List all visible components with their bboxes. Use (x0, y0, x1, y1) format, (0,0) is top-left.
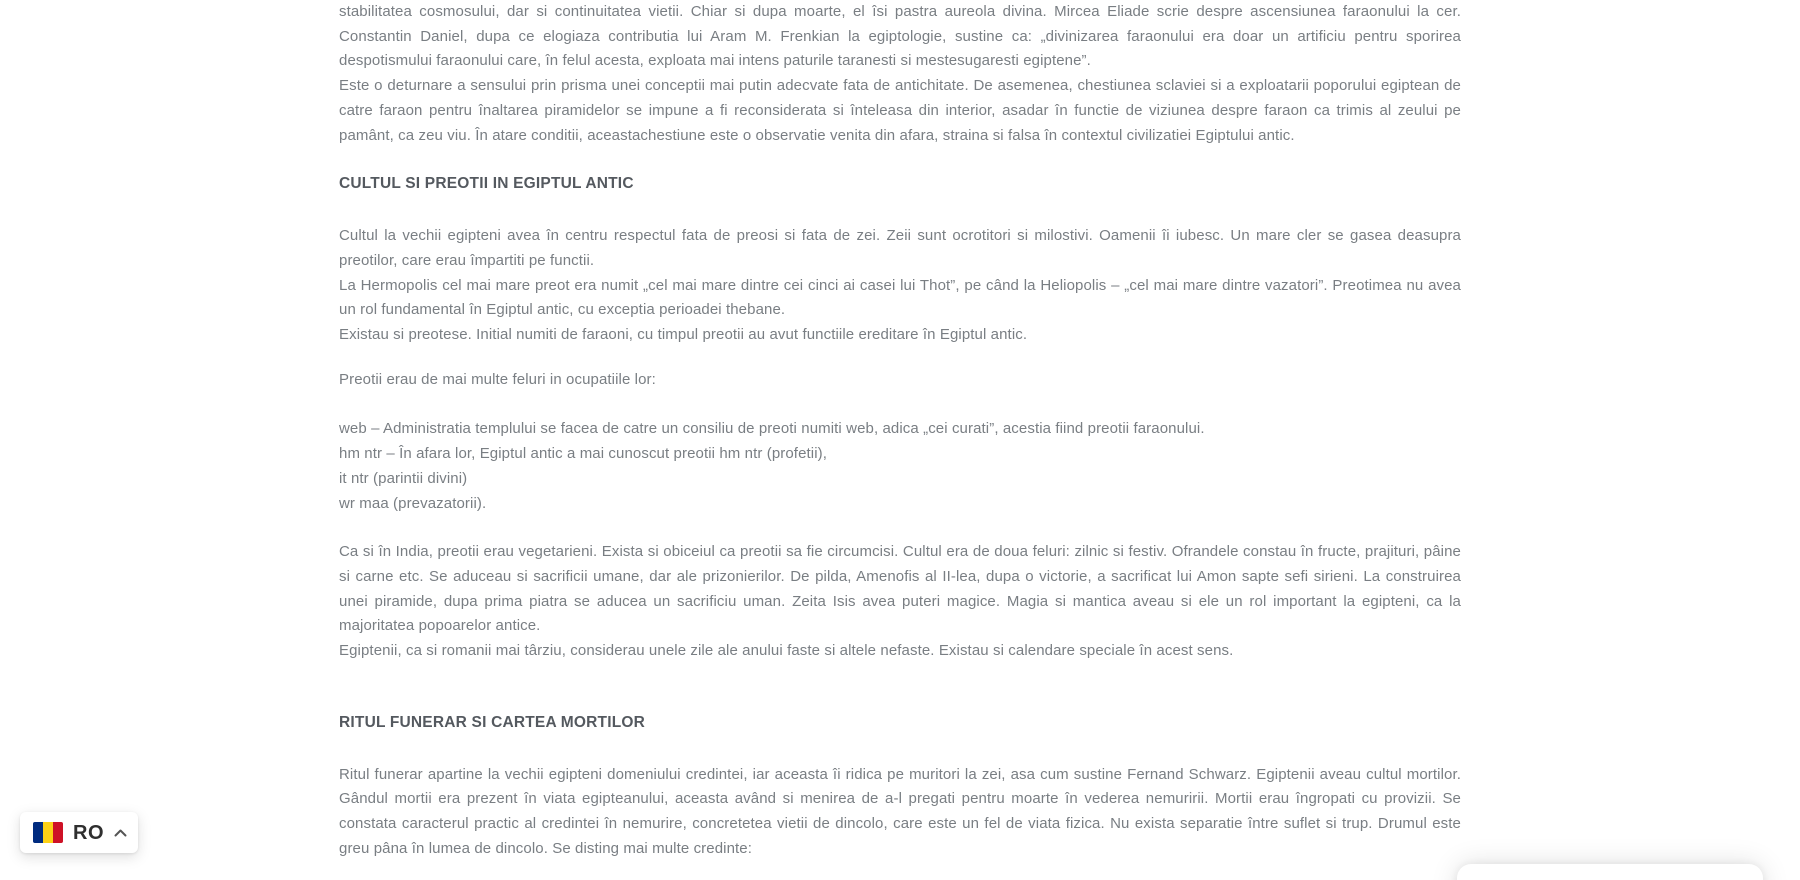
paragraph: Este o deturnare a sensului prin prisma unei conceptii mai putin adecvate fata de antichitate. De asemenea, chestiunea sclaviei si a exploatarii poporului egiptean de catre faraon pentru înaltarea piramidelor se impune a fi reconsiderata si înteleasa din interior, asadar în functie de viziunea despre faraon ca trimis al zeului pe pamânt, ca zeu viu. În atare conditii, aceastachestiune este o observatie venita din afara, straina si falsa în contextul civilizatiei Egiptului antic. (339, 77, 1461, 144)
article-content (339, 0, 1461, 862)
paragraph: Ritul funerar apartine la vechii egipteni domeniului credintei, iar aceasta îi ridica pe muritori la zei, asa cum sustine Fernand Schwarz. Egiptenii aveau cultul mortilor. Gândul mortii era prezent în viata egipteanului, aceasta având si menirea de a-l pregati pentru moarte în vederea nemuririi. Mortii erau îngropati cu provizii. Se constata caracterul practic al credintei în nemurire, concretetea vietii de dincolo, care este un fel de viata fizica. Nu exista separatie între suflet si trup. Drumul este greu pâna în lumea de dincolo. Se disting mai multe credinte: (339, 765, 1461, 857)
paragraph: Ca si în India, preotii erau vegetarieni. Exista si obiceiul ca preotii sa fie circumcisi. Cultul era de doua feluri: zilnic si festiv. Ofrandele constau în fructe, prajituri, pâine si carne etc. Se aduceau si sacrificii umane, dar ale prizonierilor. De pilda, Amenofis al II-lea, dupa o victorie, a sacrificat lui Amon sapte sefi sirieni. La construirea unei piramide, dupa prima piatra se aducea un sacrificiu uman. Zeita Isis avea puteri magice. Magia si mantica aveau si ele un rol important la egipteni, ca la majoritatea popoarelor antice. (339, 543, 1461, 635)
paragraph: Existau si preotese. Initial numiti de faraoni, cu timpul preotii au avut functiile ereditare în Egiptul antic. (339, 326, 1028, 344)
list-line-it-ntr: it ntr (parintii divini) (339, 469, 468, 487)
language-code-label: RO (73, 821, 104, 844)
flag-stripe-red (53, 822, 63, 843)
romania-flag-icon (33, 822, 63, 843)
list-line-hm-ntr: hm ntr – În afara lor, Egiptul antic a mai cunoscut preotii hm ntr (profetii), (339, 445, 828, 463)
section-heading-ritul-funerar: RITUL FUNERAR SI CARTEA MORTILOR (339, 713, 646, 731)
paragraph: La Hermopolis cel mai mare preot era numit „cel mai mare dintre cei cinci ai casei lui Thot”, pe când la Heliopolis – „cel mai mare dintre vazatori”. Preotimea nu avea un rol fundamental în Egiptul antic, cu exceptia perioadei thebane. (339, 276, 1461, 319)
flag-stripe-blue (33, 822, 43, 843)
paragraph: Egiptenii, ca si romanii mai târziu, considerau unele zile ale anului faste si altele nefaste. Existau si calendare speciale în acest sens. (339, 642, 1234, 660)
paragraph: Preotii erau de mai multe feluri in ocupatiile lor: (339, 370, 656, 388)
flag-stripe-yellow (43, 822, 53, 843)
list-line-web: web – Administratia templului se facea de catre un consiliu de preoti numiti web, adica „cei curati”, acestia fiind preotii faraonului. (339, 420, 1205, 438)
chevron-up-icon (114, 829, 127, 837)
paragraph: Cultul la vechii egipteni avea în centru respectul fata de preosi si fata de zei. Zeii sunt ocrotitori si milostivi. Oamenii îi iubesc. Un mare cler se gasea deasupra preotilor, care erau împartiti pe functii. (339, 227, 1461, 269)
section-heading-cultul-si-preotii: CULTUL SI PREOTII IN EGIPTUL ANTIC (339, 175, 634, 193)
paragraph: stabilitatea cosmosului, dar si continuitatea vietii. Chiar si dupa moarte, el îsi pastra aureola divina. Mircea Eliade scrie despre ascensiunea faraonului la cer. Constantin Daniel, dupa ce elogiaza contributia lui Aram M. Frenkian la egiptologie, sustine ca: „divinizarea faraonului era doar un artificiu pentru sporirea despotismului faraonului care, în felul acesta, exploata mai intens paturile taranesti si mestesugaresti egiptene”. (339, 3, 1461, 70)
bottom-right-popup-panel[interactable] (1457, 864, 1763, 880)
language-switcher-button[interactable] (20, 812, 138, 853)
list-line-wr-maa: wr maa (prevazatorii). (339, 494, 487, 512)
